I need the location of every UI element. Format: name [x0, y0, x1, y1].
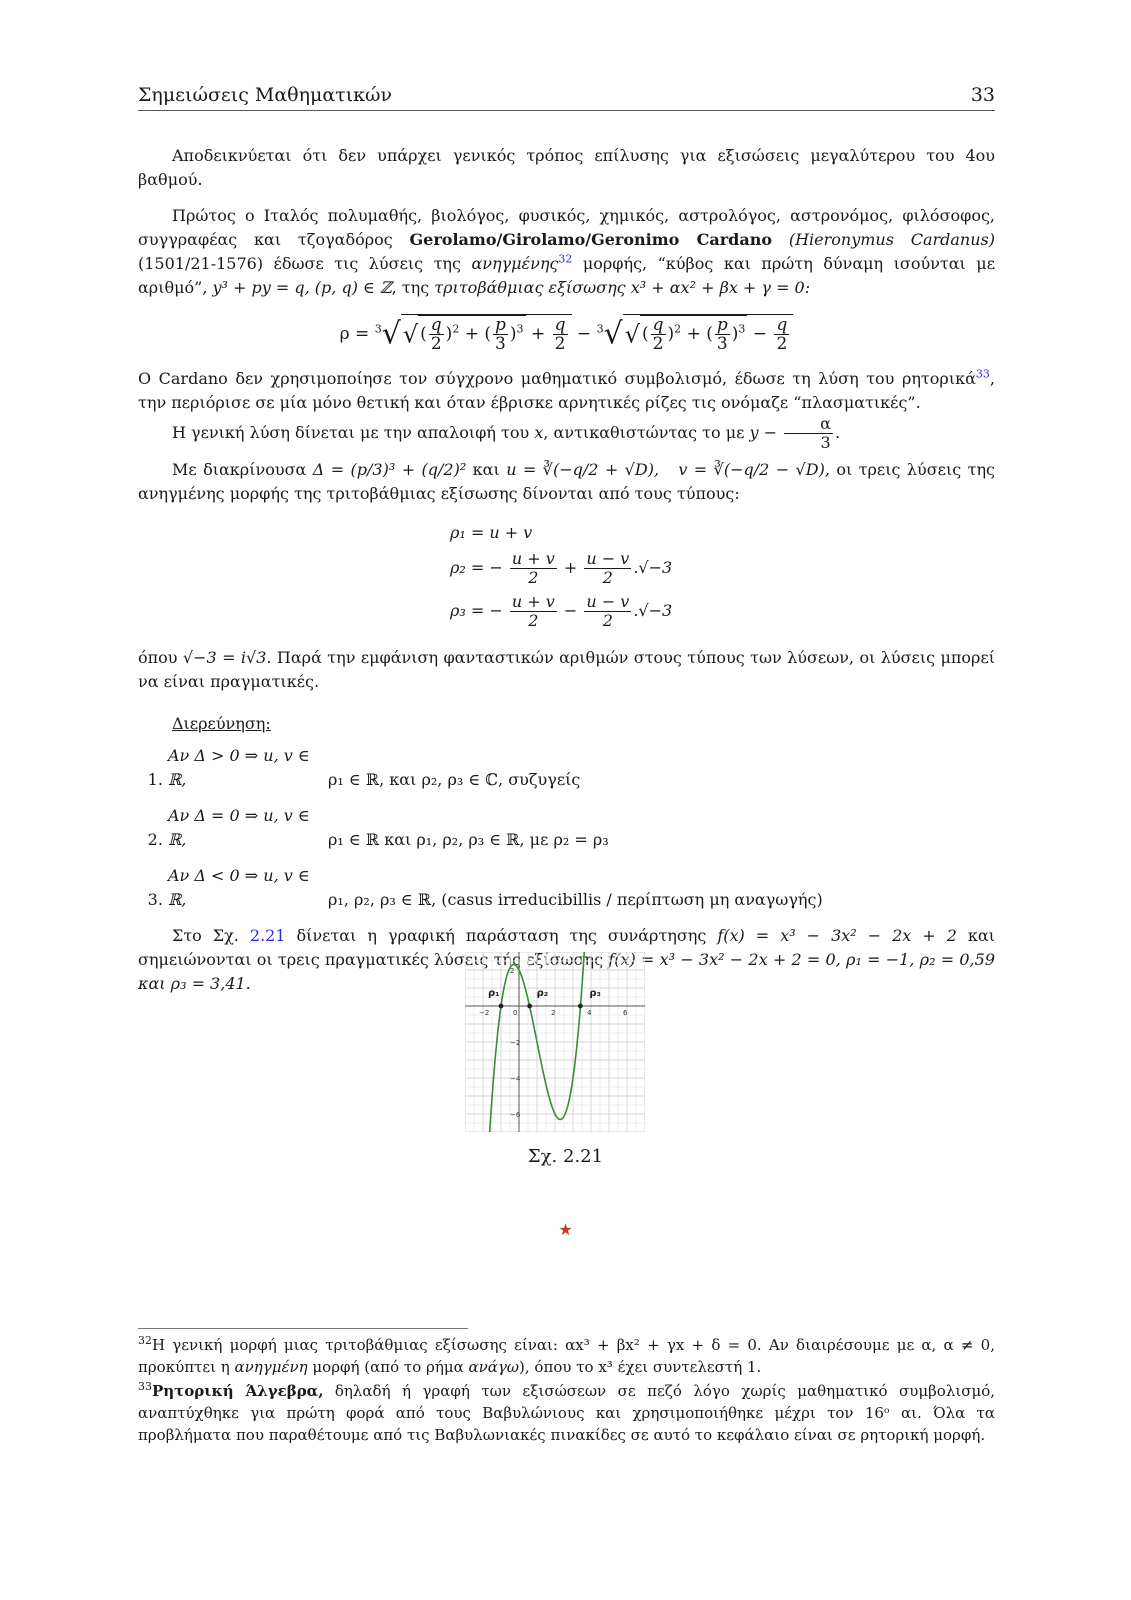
p2-text-d: , της: [391, 278, 435, 297]
discussion-list: [138, 744, 995, 912]
rho1-formula: ρ₁ = u + v: [450, 523, 533, 542]
p2-equation: y³ + py = q, (p, q) ∈ ℤ: [212, 278, 392, 297]
root-point: [578, 1004, 583, 1009]
latin-name: (Hieronymus Cardanus): [772, 230, 995, 249]
cubic-graph: [465, 952, 645, 1132]
root-label: ρ₃: [589, 988, 601, 999]
frac-q-2d: $\frac{q}{2}$: [776, 315, 788, 354]
rho2-formula: ρ₂ = − $\frac{u + v}{2}$ + $\frac{u - v}{2}$ .√−3: [450, 549, 673, 587]
p6-equation: √−3 = i√3: [182, 648, 267, 667]
frac-q-2: $\frac{q}{2}$: [430, 315, 442, 354]
discussion-item: 1. Αν Δ > 0 ⇒ u, v ∈ ℝ, ρ₁ ∈ ℝ, και ρ₂, ρ₃ ∈ ℂ, συζυγείς: [168, 744, 995, 792]
paragraph-3: [138, 367, 995, 415]
x-tick-label: 0: [513, 1009, 518, 1017]
paragraph-5: [138, 458, 995, 506]
p4-text-b: , αντικαθιστώντας το με: [543, 423, 750, 442]
radical-sign-1: √: [381, 316, 401, 352]
cube-root-1: √ ( $\frac{q}{2}$ )$^2$ + ( $\frac{p}{3}$ )$^3$ + $\frac{q}{2}$: [401, 314, 572, 353]
roots-eq: f(x) = x³ − 3x² − 2x + 2 = 0, ρ₁ = −1, ρ₂ = 0,59 και ρ₃ = 3,41.: [138, 950, 995, 993]
running-header: [138, 76, 995, 111]
radical-sign-2: √: [402, 320, 419, 349]
cardano-formula: [138, 314, 995, 353]
frac-q-2c: $\frac{q}{2}$: [652, 315, 664, 354]
p4-x: x: [534, 423, 544, 442]
p3-text-a: Ο Cardano δεν χρησιμοποίησε τον σύγχρονο μαθηματικό συμβολισμό, έδωσε τη λύση του ρητορικά: [138, 369, 976, 388]
p3-text-b: , την περιόρισε σε μία μόνο θετική και όταν έβρισκε αρνητικές ρίζες τις ονόμαζε “πλασματικές”.: [138, 369, 995, 412]
cube-root-index-2: 3: [596, 322, 604, 336]
figure-link[interactable]: 2.21: [249, 926, 286, 945]
discriminant-eq: Δ = (p/3)³ + (q/2)²: [312, 460, 467, 479]
frac-q-2b: $\frac{q}{2}$: [554, 315, 566, 354]
root-label: ρ₁: [488, 988, 500, 999]
figure-caption: Σχ. 2.21: [527, 1146, 604, 1167]
paragraph-1: Αποδεικνύεται ότι δεν υπάρχει γενικός τρόπος επίλυσης για εξισώσεις μεγαλύτερου του 4ου βαθμού.: [138, 146, 995, 189]
p4-y: y −: [749, 423, 778, 442]
p7-text-c: και σημειώνονται οι τρεις πραγματικές λύσεις τής εξίσωσης: [138, 926, 995, 969]
v-eq: v = ∛(−q/2 − √D),: [678, 460, 830, 479]
p2-italic-2: τριτοβάθμιας εξίσωσης: [434, 278, 626, 297]
y-tick-label: −6: [510, 1111, 521, 1119]
solution-formulas: [450, 522, 995, 630]
root-point: [527, 1004, 532, 1009]
footnote-ref-32[interactable]: 32: [558, 252, 573, 266]
p7-text-a: Στο Σχ.: [172, 926, 250, 945]
radical-sign-3: √: [603, 316, 623, 352]
y-tick-label: −2: [510, 1039, 521, 1047]
p2-text-a: Πρώτος ο Ιταλός πολυμαθής, βιολόγος, φυσικός, χημικός, αστρολόγος, αστρονόμος, φιλόσοφος, συγγραφέας και τζογαδόρος: [138, 206, 995, 249]
paragraph-4: [138, 415, 995, 452]
p6-text-a: όπου: [138, 648, 183, 667]
rho3-formula: ρ₃ = − $\frac{u + v}{2}$ − $\frac{u - v}{2}$ .√−3: [450, 592, 673, 630]
footnote-32: $^{32}$Η γενική μορφή μιας τριτοβάθμιας εξίσωσης είναι: αx³ + βx² + γx + δ = 0. Αν διαιρέσουμε με α, α ≠ 0, προκύπτει η ανηγμένη μορφή (από το ρήμα ανάγω), όπου το x³ έχει συντελεστή 1.: [138, 1334, 995, 1376]
discussion-title: Διερεύνηση:: [172, 714, 271, 733]
x-tick-label: 2: [551, 1009, 556, 1017]
formula-lhs: ρ =: [339, 324, 370, 344]
cardano-name: Gerolamo/Girolamo/Geronimo Cardano: [409, 230, 773, 249]
paragraph-2: [138, 204, 995, 300]
p2-text-c: μορφής, “κύβος και πρώτη δύναμη ισούνται με αριθμό”,: [138, 254, 995, 297]
discussion-heading: [138, 712, 995, 736]
p2-text-b: (1501/21-1576) έδωσε τις λύσεις της: [138, 254, 472, 273]
y-tick-label: −4: [510, 1075, 521, 1083]
p5-text-a: Με διακρίνουσα: [172, 460, 313, 479]
footnote-rule: [138, 1328, 468, 1329]
p5-text-b: και: [466, 460, 507, 479]
frac-alpha-3: $\frac{\alpha}{3}$: [784, 415, 833, 452]
function-eq: f(x) = x³ − 3x² − 2x + 2: [717, 926, 957, 945]
root-point: [499, 1004, 504, 1009]
y-tick-label: 2: [510, 967, 515, 975]
x-tick-label: 6: [623, 1009, 628, 1017]
page-number: 33: [970, 84, 995, 106]
root-label: ρ₂: [536, 988, 549, 999]
cube-root-2: √ ( $\frac{q}{2}$ )$^2$ + ( $\frac{p}{3}$ )$^3$ − $\frac{q}{2}$: [623, 314, 794, 353]
formula-minus: −: [576, 324, 592, 344]
header-title: Σημειώσεις Μαθηματικών: [138, 84, 393, 106]
p6-text-b: . Παρά την εμφάνιση φανταστικών αριθμών στους τύπους των λύσεων, οι λύσεις μπορεί να είναι πραγματικές.: [138, 648, 996, 691]
main-text: [138, 144, 995, 996]
frac-p-3: $\frac{p}{3}$: [495, 315, 506, 354]
discussion-item: 3. Αν Δ < 0 ⇒ u, v ∈ ℝ, ρ₁, ρ₂, ρ₃ ∈ ℝ, (casus irreducibillis / περίπτωση μη αναγωγής): [168, 864, 995, 912]
sqrt-2: ( $\frac{q}{2}$ )$^2$ + ( $\frac{p}{3}$ )$^3$: [641, 315, 746, 354]
frac-p-3b: $\frac{p}{3}$: [716, 315, 728, 354]
paragraph-6: [138, 646, 995, 694]
footnote-33: $^{33}$Ρητορική Άλγεβρα, δηλαδή ή γραφή των εξισώσεων σε πεζό λόγο χωρίς μαθηματικό συμβολισμό, αναπτύχθηκε για πρώτη φορά από τους Βαβυλώνιους και χρησιμοποιήθηκε μέχρι τον 16ᵒ αι. Όλα τα προβλήματα που παραθέτουμε από τις Βαβυλωνιακές πινακίδες σε αυτό το κεφάλαιο είναι σε ρητορική μορφή.: [138, 1380, 995, 1444]
discussion-item: 2. Αν Δ = 0 ⇒ u, v ∈ ℝ, ρ₁ ∈ ℝ και ρ₁, ρ₂, ρ₃ ∈ ℝ, με ρ₂ = ρ₃: [168, 804, 995, 852]
footnote-ref-33[interactable]: 33: [975, 367, 990, 381]
p4-text-a: Η γενική λύση δίνεται με την απαλοιφή του: [172, 423, 535, 442]
p2-equation-2: x³ + αx² + βx + γ = 0:: [625, 278, 811, 297]
section-end-star-icon: ★: [558, 1220, 573, 1239]
u-eq: u = ∛(−q/2 + √D),: [506, 460, 660, 479]
radical-sign-4: √: [624, 320, 640, 349]
footnotes: [138, 1334, 995, 1448]
p5-text-c: οι τρεις λύσεις της ανηγμένης μορφής της τριτοβάθμιας εξίσωσης δίνονται από τους τύπους:: [138, 460, 996, 503]
p7-text-b: δίνεται η γραφική παράσταση της συνάρτησης: [285, 926, 718, 945]
sqrt-1: ( $\frac{q}{2}$ )$^2$ + ( $\frac{p}{3}$ )$^3$: [420, 315, 524, 354]
p4-end: .: [834, 423, 841, 442]
p2-italic-1: ανηγμένης: [471, 254, 559, 273]
cube-root-index-1: 3: [374, 322, 382, 336]
x-tick-label: 4: [587, 1009, 592, 1017]
x-tick-label: −2: [479, 1009, 490, 1017]
